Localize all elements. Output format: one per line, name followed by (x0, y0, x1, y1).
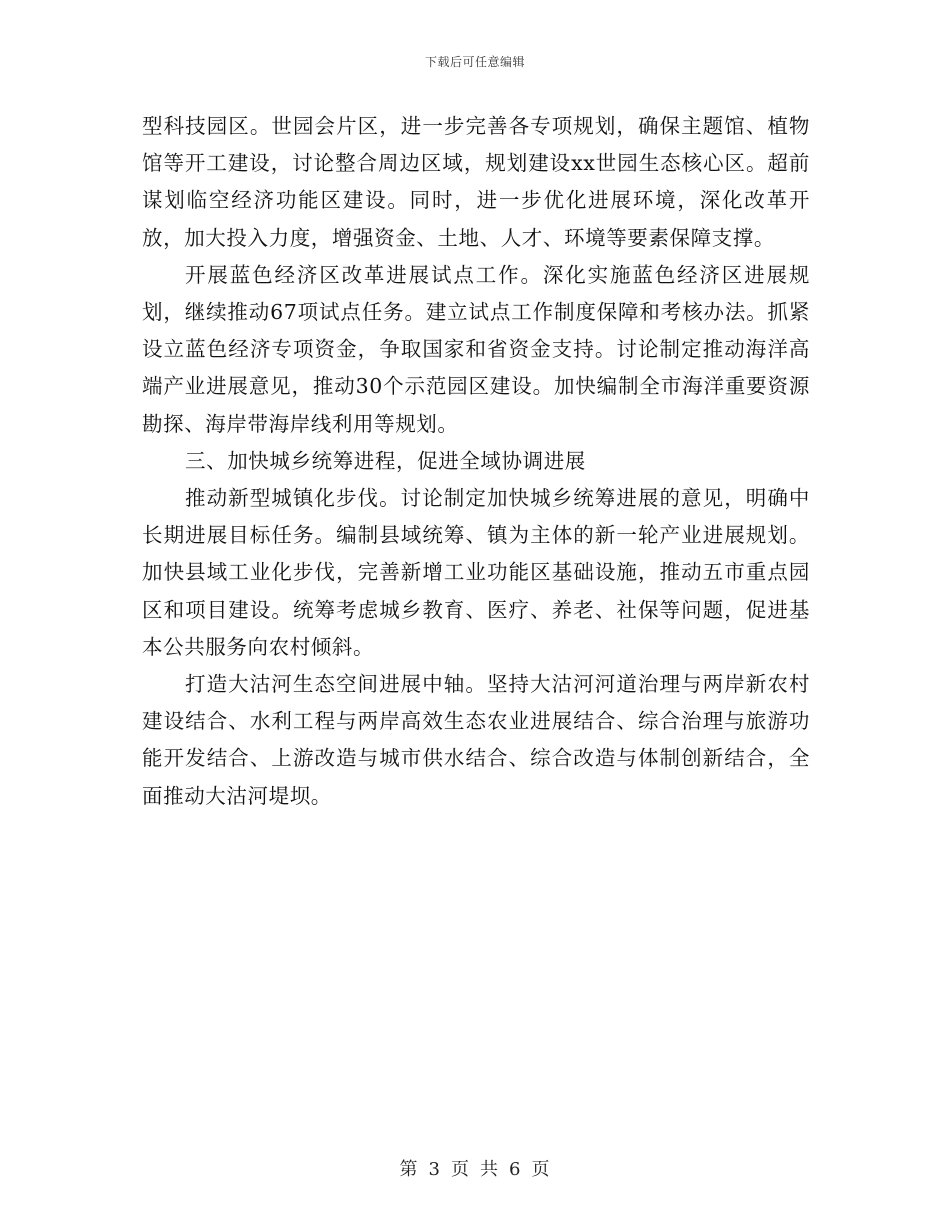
document-body (142, 108, 810, 815)
page-total: 6 (509, 1159, 522, 1180)
page-label-middle: 页 (451, 1159, 470, 1180)
page-current: 3 (428, 1159, 441, 1180)
header-note: 下载后可任意编辑 (424, 55, 525, 69)
page-label-suffix: 页 (531, 1159, 551, 1180)
section-heading: 三、加快城乡统筹进程，促进全域协调进展 (185, 448, 586, 473)
paragraph-blue-economy: 开展蓝色经济区改革进展试点工作。深化实施蓝色经济区进展规划，继续推动67项试点任务。建立试点工作制度保障和考核办法。抓紧设立蓝色经济专项资金，争取国家和省资金支持。讨论制定推动海洋高端产业进展意见，推动30个示范园区建设。加快编制全市海洋重要资源勘探、海岸带海岸线利用等规划。 (142, 262, 810, 436)
page-label-prefix: 第 (399, 1159, 419, 1180)
paragraph-continuation: 型科技园区。世园会片区，进一步完善各专项规划，确保主题馆、植物馆等开工建设，讨论整合周边区域，规划建设xx世园生态核心区。超前谋划临空经济功能区建设。同时，进一步优化进展环境，深化改革开放，加大投入力度，增强资金、土地、人才、环境等要素保障支撑。 (142, 114, 810, 250)
paragraph-urbanization: 推动新型城镇化步伐。讨论制定加快城乡统筹进展的意见，明确中长期进展目标任务。编制县域统筹、镇为主体的新一轮产业进展规划。加快县域工业化步伐，完善新增工业功能区基础设施，推动五市重点园区和项目建设。统筹考虑城乡教育、医疗、养老、社保等问题，促进基本公共服务向农村倾斜。 (142, 486, 810, 659)
paragraph-dagu-river: 打造大沽河生态空间进展中轴。坚持大沽河河道治理与两岸新农村建设结合、水利工程与两岸高效生态农业进展结合、综合治理与旅游功能开发结合、上游改造与城市供水结合、综合改造与体制创新结合，全面推动大沽河堤坝。 (142, 672, 810, 808)
page-label-total-prefix: 共 (480, 1159, 499, 1180)
page-footer (0, 1155, 950, 1181)
